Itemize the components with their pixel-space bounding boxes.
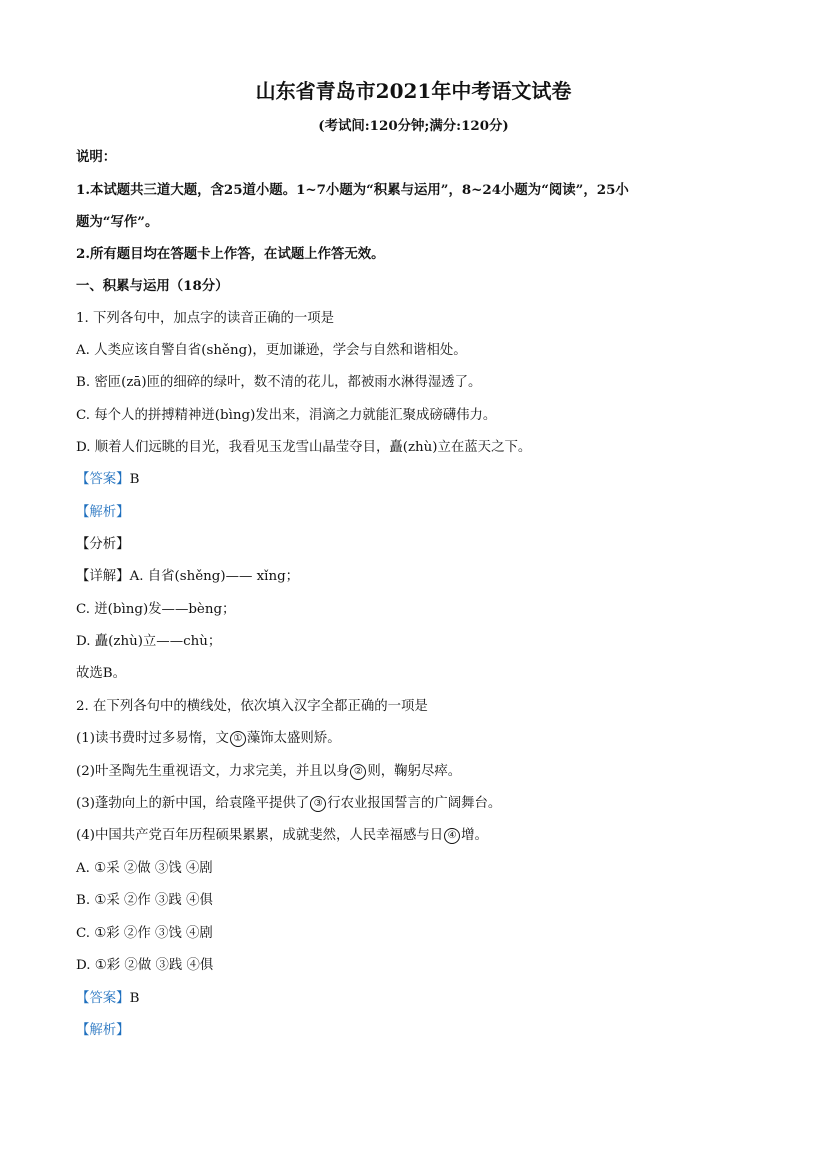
detail-a-text: A. 自省(shěng)—— xǐng； (129, 569, 300, 584)
page-subtitle: (考试间:120分钟;满分:120分) (318, 118, 509, 134)
question-1-stem: 1. 下列各句中，加点字的读音正确的一项是 (76, 311, 335, 326)
question-2-answer (76, 989, 139, 1009)
sentence-text: (3)蓬勃向上的新中国，给袁隆平提供了 (76, 796, 310, 811)
question-2-sentence-1 (76, 729, 341, 749)
question-2-option-b: B. ①采 ②作 ③践 ④俱 (76, 893, 213, 908)
answer-tag: 【答案】 (76, 472, 130, 487)
question-1-option-a: A. 人类应该自警自省(shěng)，更加谦逊，学会与自然和谐相处。 (76, 343, 467, 358)
question-2-stem: 2. 在下列各句中的横线处，依次填入汉字全都正确的一项是 (76, 699, 428, 714)
question-1-option-c: C. 每个人的拼搏精神迸(bìng)发出来，涓滴之力就能汇聚成磅礴伟力。 (76, 408, 497, 423)
sentence-text: 行农业报国誓言的广阔舞台。 (327, 796, 502, 811)
blank-marker: ② (350, 764, 366, 780)
question-2-option-a: A. ①采 ②做 ③饯 ④剧 (76, 861, 213, 876)
sentence-text: 则，鞠躬尽瘁。 (367, 764, 462, 779)
sentence-text: 藻饰太盛则矫。 (246, 731, 341, 746)
question-1-conclusion: 故选B。 (76, 666, 127, 681)
question-1-analysis-tag: 【解析】 (76, 505, 130, 520)
question-2-option-c: C. ①彩 ②作 ③饯 ④剧 (76, 926, 213, 941)
notes-item-2: 2.所有题目均在答题卡上作答，在试题上作答无效。 (76, 246, 385, 262)
sentence-text: (4)中国共产党百年历程硕果累累，成就斐然，人民幸福感与日 (76, 828, 444, 843)
question-1-fenxi: 【分析】 (76, 537, 130, 552)
question-1-option-b: B. 密匝(zā)匝的细碎的绿叶，数不清的花儿，都被雨水淋得湿透了。 (76, 375, 482, 390)
sentence-text: 增。 (461, 828, 488, 843)
sentence-text: (2)叶圣陶先生重视语文，力求完美，并且以身 (76, 764, 350, 779)
answer-tag: 【答案】 (76, 991, 130, 1006)
question-2-analysis-tag: 【解析】 (76, 1023, 130, 1038)
sentence-text: (1)读书费时过多易惰，文 (76, 731, 229, 746)
blank-marker: ① (230, 731, 246, 747)
question-2-option-d: D. ①彩 ②做 ③践 ④俱 (76, 958, 214, 973)
section-heading: 一、积累与运用（18分） (76, 278, 229, 294)
page-title: 山东省青岛市2021年中考语文试卷 (255, 79, 572, 103)
answer-value: B (129, 472, 140, 487)
question-1-answer (76, 470, 139, 490)
question-2-sentence-2 (76, 762, 461, 782)
blank-marker: ③ (310, 796, 326, 812)
question-1-detail-a (76, 567, 299, 587)
question-1-option-d: D. 顺着人们远眺的目光，我看见玉龙雪山晶莹夺目，矗(zhù)立在蓝天之下。 (76, 440, 532, 455)
notes-item-1-line-1: 1.本试题共三道大题，含25道小题。1~7小题为“积累与运用”，8~24小题为“阅读”，25小 (76, 182, 629, 198)
question-2-sentence-4 (76, 826, 488, 846)
blank-marker: ④ (444, 828, 460, 844)
detail-tag: 【详解】 (76, 569, 130, 584)
question-2-sentence-3 (76, 794, 501, 814)
answer-value: B (129, 991, 140, 1006)
notes-heading: 说明： (76, 149, 117, 165)
notes-item-1-line-2: 题为“写作”。 (76, 214, 159, 230)
question-1-detail-c: C. 迸(bìng)发——bèng； (76, 602, 236, 617)
question-1-detail-d: D. 矗(zhù)立——chù； (76, 634, 222, 649)
